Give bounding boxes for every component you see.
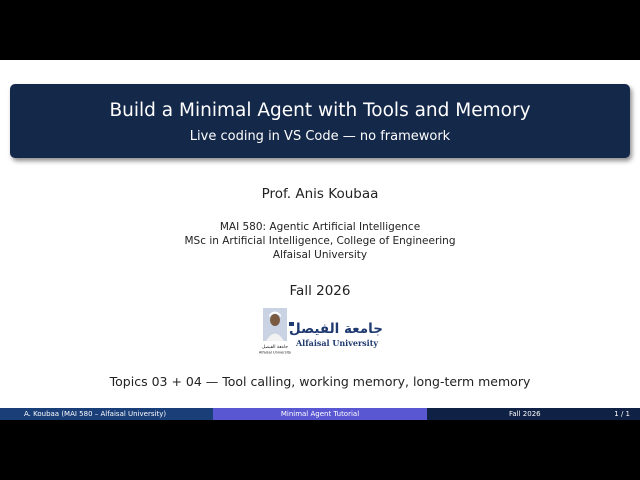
logo-arabic-text: جامعة الفيصل: [289, 321, 383, 337]
slide-subtitle: Live coding in VS Code — no framework: [189, 129, 451, 144]
program-name: MSc in Artificial Intelligence, College of Engineering: [184, 235, 456, 247]
footer-title: Minimal Agent Tutorial: [213, 408, 427, 420]
title-box: [10, 84, 630, 158]
university-name: Alfaisal University: [272, 249, 368, 261]
author-name: Prof. Anis Koubaa: [261, 186, 379, 202]
course-name: MAI 580: Agentic Artificial Intelligence: [219, 221, 421, 233]
logo-portrait-face: [270, 314, 280, 326]
footer-page-number: 1 / 1: [614, 410, 630, 418]
slide-date: Fall 2026: [289, 283, 351, 299]
alfaisal-logo: [258, 306, 383, 358]
topics-line: Topics 03 + 04 — Tool calling, working memory, long-term memory: [109, 374, 531, 389]
slide: [0, 60, 640, 420]
logo-english-text: Alfaisal University: [295, 338, 379, 348]
footer-right: [427, 408, 640, 420]
footer-bar: [0, 408, 640, 420]
slide-title: Build a Minimal Agent with Tools and Memory: [109, 100, 531, 121]
footer-author: A. Koubaa (MAI 580 – Alfaisal University): [0, 408, 213, 420]
logo-small-english: Alfaisal University: [258, 350, 292, 355]
footer-date: Fall 2026: [509, 410, 541, 418]
logo-small-arabic: جامعة الفيصل: [261, 345, 289, 350]
